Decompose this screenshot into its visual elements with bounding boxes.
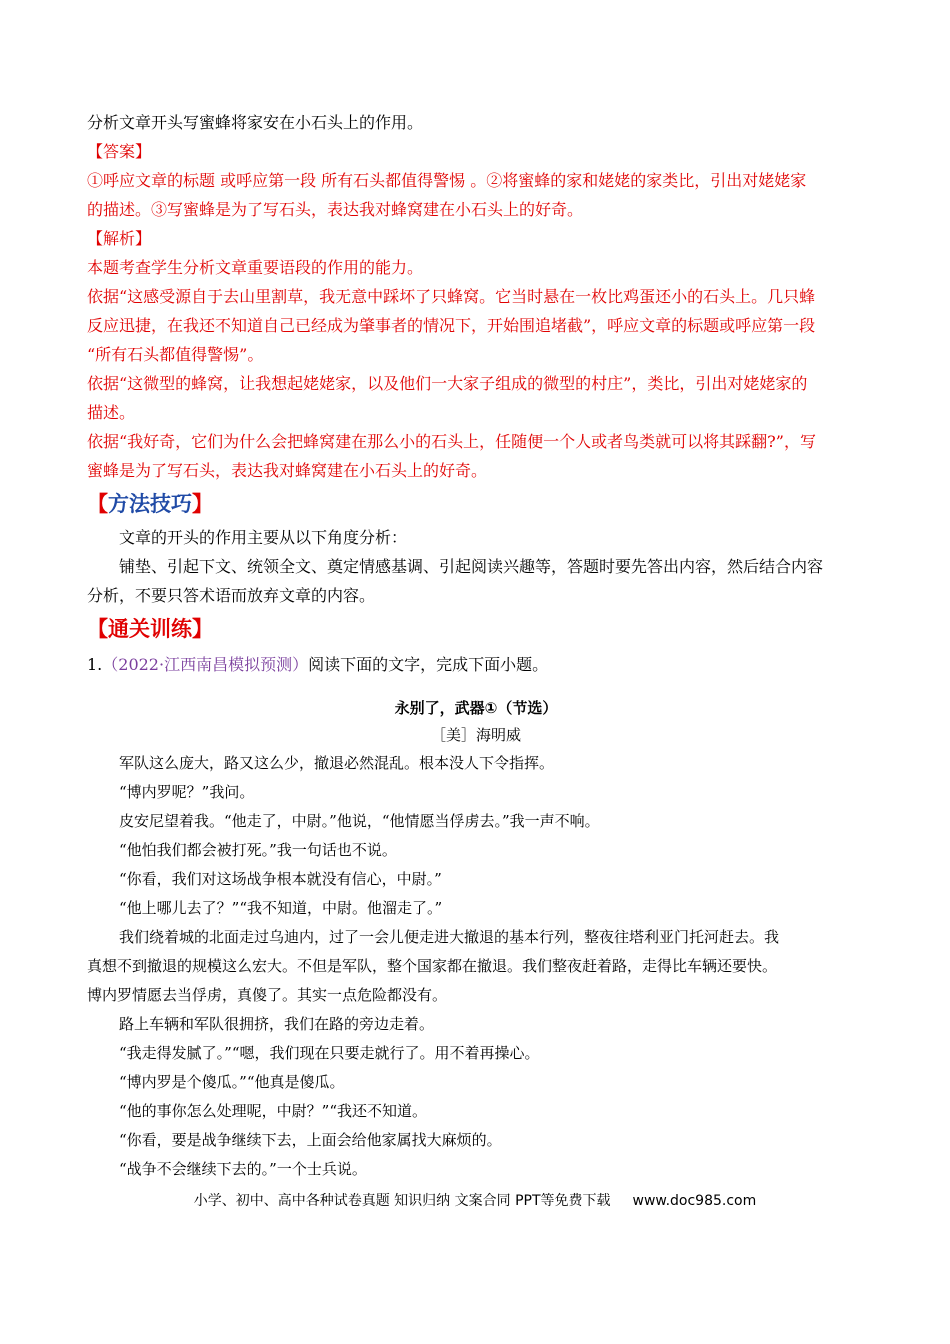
story-body: [87, 749, 865, 1184]
method-bracket-right: 】: [192, 492, 213, 516]
question-1-header: [87, 650, 865, 679]
method-line-2: 铺垫、引起下文、统领全文、奠定情感基调、引起阅读兴趣等，答题时要先答出内容，然后结合内容: [119, 557, 824, 576]
question-instruction: 阅读下面的文字，完成下面小题。: [308, 655, 549, 674]
analysis-line-1: 本题考查学生分析文章重要语段的作用的能力。: [87, 258, 424, 277]
training-heading: [87, 614, 865, 644]
story-paragraph: “你看，要是战争继续下去，上面会给他家属找大麻烦的。: [119, 1131, 502, 1149]
story-paragraph: 军队这么庞大，路又这么少，撤退必然混乱。根本没人下令指挥。: [119, 754, 555, 772]
analysis-line-2: 依据“这感受源自于去山里割草，我无意中踩坏了只蜂窝。它当时悬在一枚比鸡蛋还小的石头上。几只蜂: [87, 287, 816, 306]
question-prompt: 分析文章开头写蜜蜂将家安在小石头上的作用。: [87, 113, 424, 132]
page-footer: [0, 1191, 950, 1211]
answer-label: 【答案】: [87, 142, 152, 161]
method-line-3: 分析，不要只答术语而放弃文章的内容。: [87, 586, 376, 605]
answer-line-2: 的描述。③写蜜蜂是为了写石头，表达我对蜂窝建在小石头上的好奇。: [87, 200, 584, 219]
analysis-line-5: 依据“这微型的蜂窝，让我想起姥姥家，以及他们一大家子组成的微型的村庄”，类比，引出对姥姥家的: [87, 374, 808, 393]
story-paragraph: “博内罗呢？”我问。: [119, 783, 255, 801]
analysis-line-4: “所有石头都值得警惕”。: [87, 345, 264, 364]
story-paragraph: “你看，我们对这场战争根本就没有信心，中尉。”: [119, 870, 442, 888]
question-number: 1.: [87, 655, 103, 674]
method-line-1: 文章的开头的作用主要从以下角度分析：: [119, 528, 408, 547]
footer-url[interactable]: www.doc985.com: [632, 1193, 757, 1209]
method-bracket-left: 【: [87, 492, 108, 516]
story-paragraph: 真想不到撤退的规模这么宏大。不但是军队，整个国家都在撤退。我们整夜赶着路，走得比车辆还要快。: [87, 957, 778, 975]
story-paragraph: “他的事你怎么处理呢，中尉？”“我还不知道。: [119, 1102, 428, 1120]
method-heading: [87, 489, 865, 519]
method-title: 方法技巧: [108, 492, 192, 516]
question-source: （2022·江西南昌模拟预测）: [102, 655, 309, 674]
story-paragraph: “博内罗是个傻瓜。”“他真是傻瓜。: [119, 1073, 345, 1091]
story-paragraph: “他上哪儿去了？”“我不知道，中尉。他溜走了。”: [119, 899, 443, 917]
story-paragraph: “他怕我们都会被打死。”我一句话也不说。: [119, 841, 397, 859]
story-paragraph: “我走得发腻了。”“嗯，我们现在只要走就行了。用不着再操心。: [119, 1044, 540, 1062]
story-paragraph: 博内罗情愿去当俘虏，真傻了。其实一点危险都没有。: [87, 986, 448, 1004]
training-title: 通关训练: [108, 617, 192, 641]
answer-line-1: ①呼应文章的标题 或呼应第一段 所有石头都值得警惕 。②将蜜蜂的家和姥姥的家类比，引出对姥姥家: [87, 171, 807, 190]
document-page: [87, 108, 865, 1184]
analysis-line-3: 反应迅捷，在我还不知道自己已经成为肇事者的情况下，开始围追堵截”，呼应文章的标题或呼应第一段: [87, 316, 816, 335]
footer-text: 小学、初中、高中各种试卷真题 知识归纳 文案合同 PPT等免费下载: [193, 1193, 611, 1209]
story-title: 永别了，武器①（节选）: [394, 699, 558, 717]
analysis-line-8: 蜜蜂是为了写石头，表达我对蜂窝建在小石头上的好奇。: [87, 461, 488, 480]
analysis-line-7: 依据“我好奇，它们为什么会把蜂窝建在那么小的石头上，任随便一个人或者鸟类就可以将其踩翻?”，写: [87, 432, 816, 451]
story-author: ［美］海明威: [430, 726, 521, 744]
training-bracket-left: 【: [87, 617, 108, 641]
training-bracket-right: 】: [192, 617, 213, 641]
story-paragraph: 我们绕着城的北面走过乌迪内，过了一会儿便走进大撤退的基本行列，整夜往塔利亚门托河赶去。我: [119, 928, 780, 946]
story-paragraph: 路上车辆和军队很拥挤，我们在路的旁边走着。: [119, 1015, 435, 1033]
analysis-label: 【解析】: [87, 229, 152, 248]
analysis-line-6: 描述。: [87, 403, 136, 422]
story-paragraph: “战争不会继续下去的。”一个士兵说。: [119, 1160, 367, 1178]
story-paragraph: 皮安尼望着我。“他走了，中尉。”他说，“他情愿当俘虏去。”我一声不响。: [119, 812, 600, 830]
